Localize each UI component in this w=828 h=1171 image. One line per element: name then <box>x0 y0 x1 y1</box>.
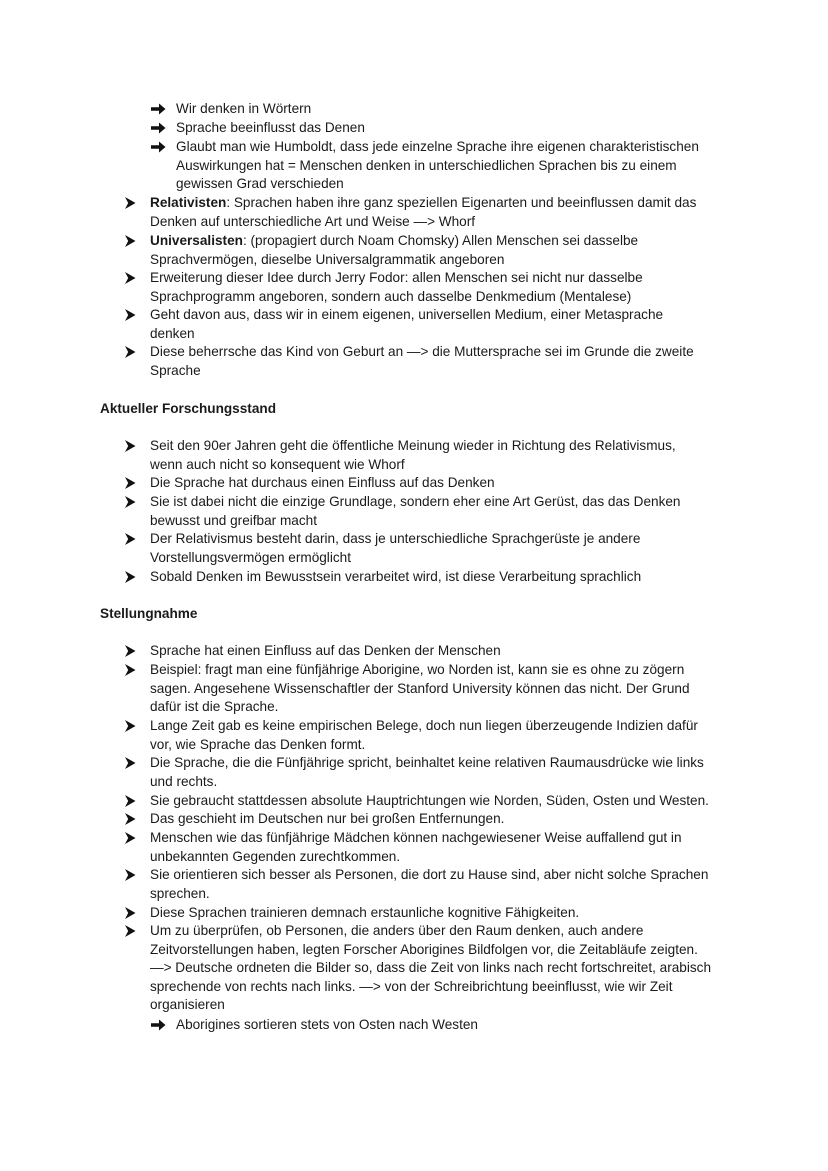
bullet-item: Menschen wie das fünfjährige Mädchen können nachgewiesener Weise auffallend gut in unbekannten Gegenden zurechtkommen. <box>125 829 682 866</box>
bullet-item: Sie orientieren sich besser als Personen, die dort zu Hause sind, aber nicht solche Sprachen sprechen. <box>125 866 708 903</box>
arrow-item: Glaubt man wie Humboldt, dass jede einzelne Sprache ihre eigenen charakteristischen Auswirkungen hat = Menschen denken in unterschiedlichen Sprachen bis zu einem gewissen Grad verschieden <box>151 138 699 194</box>
bullet-item: Die Sprache, die die Fünfjährige spricht, beinhaltet keine relativen Raumausdrücke wie links und rechts. <box>125 754 704 791</box>
bullet-item: Sie ist dabei nicht die einzige Grundlage, sondern eher eine Art Gerüst, das das Denken bewusst und greifbar macht <box>125 493 680 530</box>
arrowhead-bullet-icon <box>125 642 141 657</box>
bullet-item: Sprache hat einen Einfluss auf das Denken der Menschen <box>125 642 501 661</box>
arrowhead-bullet-icon <box>125 343 141 358</box>
arrowhead-bullet-icon <box>125 474 141 489</box>
arrowhead-bullet-icon <box>125 437 141 452</box>
bullet-item: Der Relativismus besteht darin, dass je unterschiedliche Sprachgerüste je andere Vorstellungsvermögen ermöglicht <box>125 530 640 567</box>
section-heading: Stellungnahme <box>100 606 198 621</box>
bullet-item: Sie gebraucht stattdessen absolute Hauptrichtungen wie Norden, Süden, Osten und Westen. <box>125 792 709 811</box>
arrow-right-icon <box>151 100 167 115</box>
arrowhead-bullet-icon <box>125 194 141 209</box>
arrowhead-bullet-icon <box>125 922 141 937</box>
arrowhead-bullet-icon <box>125 232 141 247</box>
bullet-item: Geht davon aus, dass wir in einem eigenen, universellen Medium, einer Metasprache denken <box>125 306 663 343</box>
bullet-item: Erweiterung dieser Idee durch Jerry Fodor: allen Menschen sei nicht nur dasselbe Sprachprogramm angeboren, sondern auch dasselbe Denkmedium (Mentalese) <box>125 269 643 306</box>
bullet-item: Um zu überprüfen, ob Personen, die anders über den Raum denken, auch andere Zeitvorstellungen haben, legten Forscher Aborigines Bildfolgen vor, die Zeitabläufe zeigten. —> Deutsche ordneten die Bilder so, dass die Zeit von links nach recht fortschreitet, arabisch sprechende von rechts nach links. —> von der Schreibrichtung beeinflusst, wie wir Zeit organisieren <box>125 922 711 1015</box>
bullet-item: Universalisten: (propagiert durch Noam Chomsky) Allen Menschen sei dasselbe Sprachvermögen, dieselbe Universalgrammatik angeboren <box>125 232 638 269</box>
bullet-item: Sobald Denken im Bewusstsein verarbeitet wird, ist diese Verarbeitung sprachlich <box>125 568 641 587</box>
arrow-right-icon <box>151 119 167 134</box>
arrowhead-bullet-icon <box>125 568 141 583</box>
bullet-item: Beispiel: fragt man eine fünfjährige Aborigine, wo Norden ist, kann sie es ohne zu zögern sagen. Angesehene Wissenschaftler der Stanford University können das nicht. Der Grund dafür ist die Sprache. <box>125 661 690 717</box>
arrowhead-bullet-icon <box>125 866 141 881</box>
bullet-item: Seit den 90er Jahren geht die öffentliche Meinung wieder in Richtung des Relativismus, wenn auch nicht so konsequent wie Whorf <box>125 437 676 474</box>
arrowhead-bullet-icon <box>125 792 141 807</box>
arrowhead-bullet-icon <box>125 810 141 825</box>
bullet-item: Die Sprache hat durchaus einen Einfluss auf das Denken <box>125 474 495 493</box>
arrow-item: Aborigines sortieren stets von Osten nach Westen <box>151 1016 478 1035</box>
section-heading: Aktueller Forschungsstand <box>100 401 276 416</box>
arrowhead-bullet-icon <box>125 904 141 919</box>
term-relativisten: Relativisten <box>150 195 227 210</box>
arrow-right-icon <box>151 138 167 153</box>
bullet-item: Diese Sprachen trainieren demnach erstaunliche kognitive Fähigkeiten. <box>125 904 579 923</box>
arrowhead-bullet-icon <box>125 269 141 284</box>
bullet-item: Relativisten: Sprachen haben ihre ganz speziellen Eigenarten und beeinflussen damit das Denken auf unterschiedliche Art und Weise —> Whorf <box>125 194 696 231</box>
arrow-right-icon <box>151 1016 167 1031</box>
term-universalisten: Universalisten <box>150 233 243 248</box>
bullet-item: Lange Zeit gab es keine empirischen Belege, doch nun liegen überzeugende Indizien dafür vor, wie Sprache das Denken formt. <box>125 717 698 754</box>
arrowhead-bullet-icon <box>125 717 141 732</box>
arrowhead-bullet-icon <box>125 754 141 769</box>
arrow-item: Sprache beeinflusst das Denen <box>151 119 365 138</box>
bullet-item: Das geschieht im Deutschen nur bei großen Entfernungen. <box>125 810 504 829</box>
arrowhead-bullet-icon <box>125 661 141 676</box>
arrowhead-bullet-icon <box>125 306 141 321</box>
arrowhead-bullet-icon <box>125 530 141 545</box>
arrow-item: Wir denken in Wörtern <box>151 100 311 119</box>
arrowhead-bullet-icon <box>125 829 141 844</box>
arrowhead-bullet-icon <box>125 493 141 508</box>
bullet-item: Diese beherrsche das Kind von Geburt an —> die Muttersprache sei im Grunde die zweite Sprache <box>125 343 694 380</box>
